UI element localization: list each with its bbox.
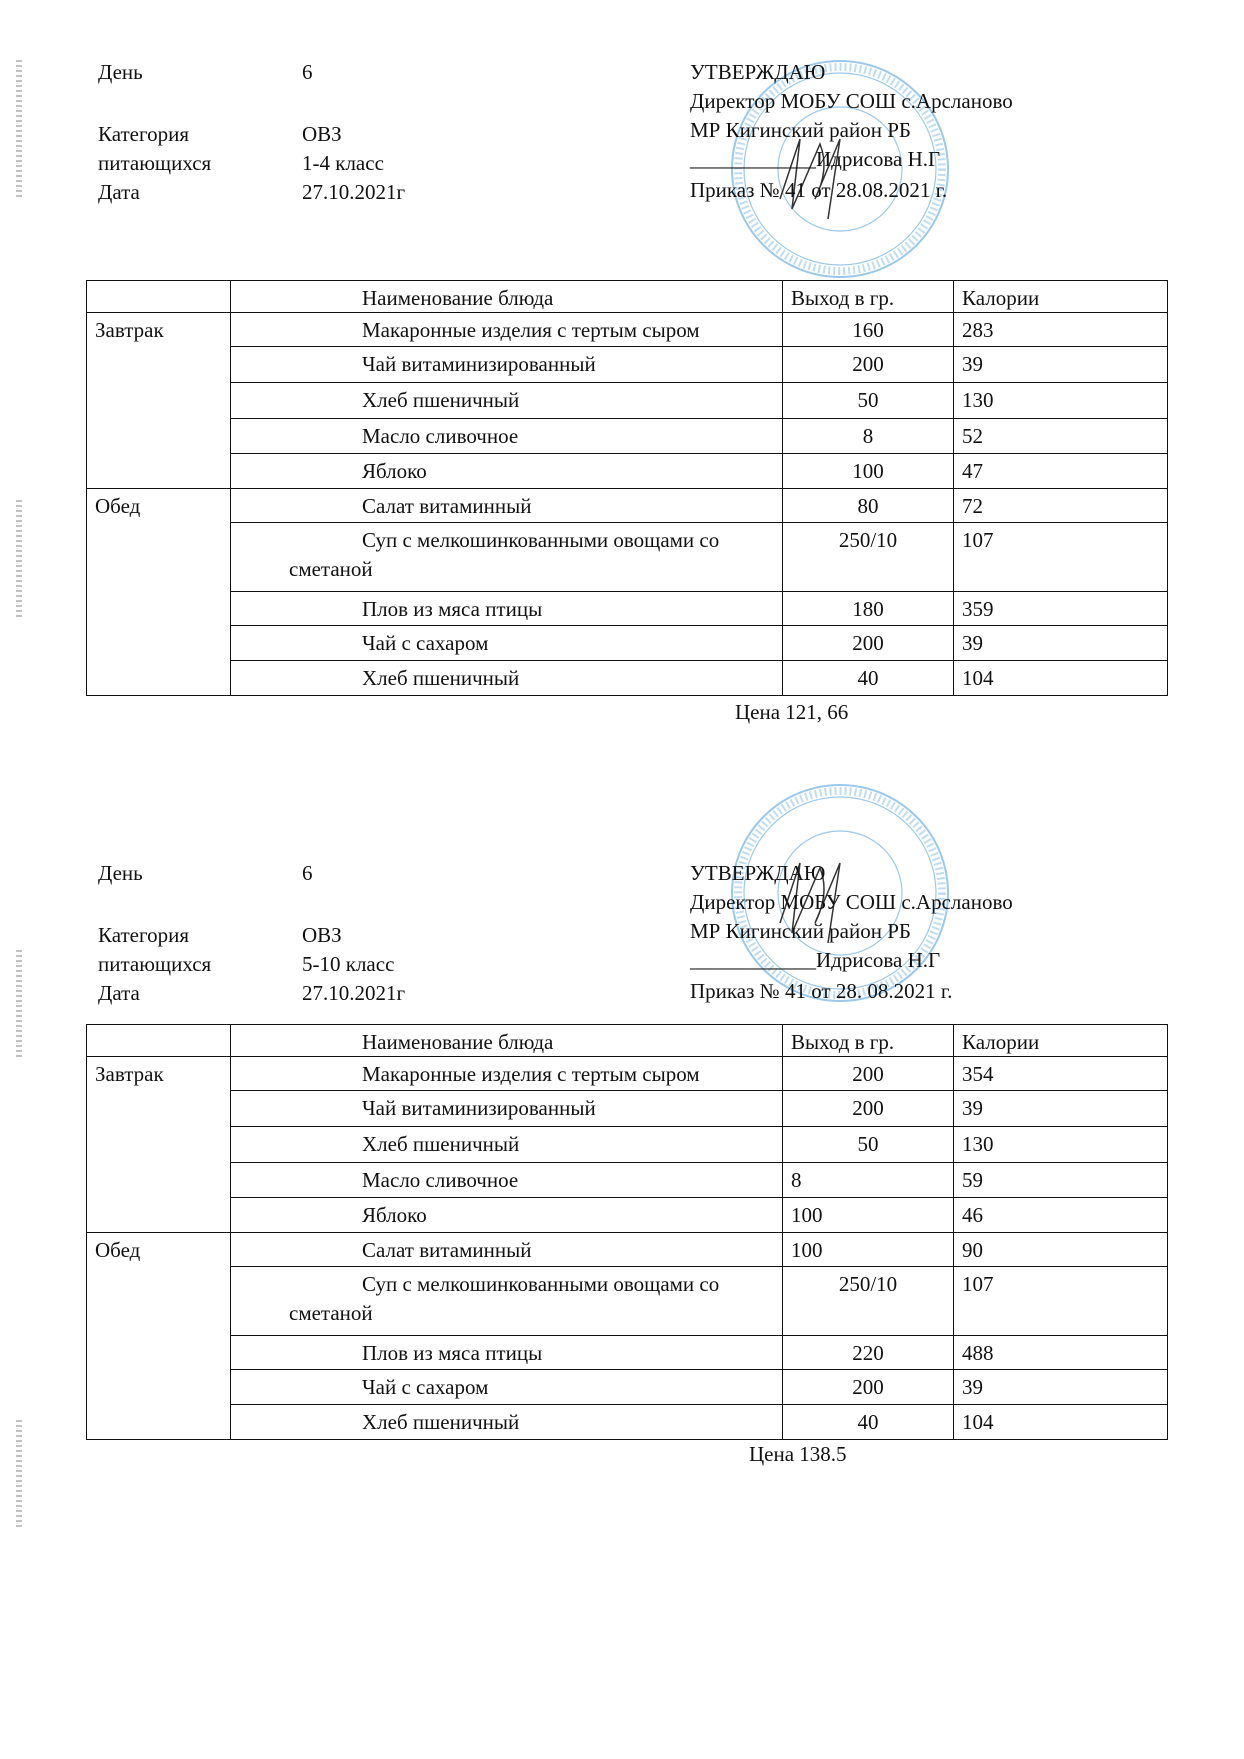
portion-grams: 220 — [783, 1336, 954, 1370]
scan-artifact — [16, 500, 22, 620]
dish-name: Яблоко — [231, 1198, 783, 1233]
portion-grams: 50 — [783, 383, 954, 419]
table-row — [87, 1370, 1168, 1405]
calories: 47 — [954, 454, 1168, 489]
calories: 90 — [954, 1233, 1168, 1267]
portion-grams: 200 — [783, 1057, 954, 1091]
column-header: Наименование блюда — [231, 1025, 783, 1057]
portion-grams: 50 — [783, 1127, 954, 1163]
calories: 39 — [954, 1091, 1168, 1127]
dish-name: Хлеб пшеничный — [231, 661, 783, 696]
table-row — [87, 383, 1168, 419]
portion-grams: 250/10 — [783, 1267, 954, 1336]
dish-name: Макаронные изделия с тертым сыром — [231, 313, 783, 347]
table-row — [87, 1405, 1168, 1440]
portion-grams: 100 — [783, 454, 954, 489]
table-row — [87, 313, 1168, 347]
portion-grams: 8 — [783, 1163, 954, 1198]
table-row — [87, 523, 1168, 592]
day-value: 6 — [302, 60, 313, 84]
approval-order: Приказ № 41 от 28. 08.2021 г. — [690, 979, 953, 1003]
table-row — [87, 592, 1168, 626]
calories: 283 — [954, 313, 1168, 347]
calories: 39 — [954, 626, 1168, 661]
calories: 359 — [954, 592, 1168, 626]
table-row — [87, 1336, 1168, 1370]
portion-grams: 100 — [783, 1198, 954, 1233]
table-row — [87, 626, 1168, 661]
table-row — [87, 1127, 1168, 1163]
calories: 130 — [954, 383, 1168, 419]
dish-name: Чай с сахаром — [231, 626, 783, 661]
dish-name: Яблоко — [231, 454, 783, 489]
table-row — [87, 661, 1168, 696]
table-header-row — [87, 1025, 1168, 1057]
column-header — [87, 281, 231, 313]
dish-name: Салат витаминный — [231, 1233, 783, 1267]
portion-grams: 80 — [783, 489, 954, 523]
table-row — [87, 1198, 1168, 1233]
table-row — [87, 1091, 1168, 1127]
menu-table — [86, 1024, 1168, 1440]
calories: 39 — [954, 1370, 1168, 1405]
column-header — [87, 1025, 231, 1057]
category-label: Категория — [98, 923, 189, 947]
category-value: ОВЗ — [302, 122, 342, 146]
dish-name: Масло сливочное — [231, 1163, 783, 1198]
table-row — [87, 1163, 1168, 1198]
portion-grams: 180 — [783, 592, 954, 626]
calories: 39 — [954, 347, 1168, 383]
calories: 46 — [954, 1198, 1168, 1233]
dish-name: Хлеб пшеничный — [231, 1127, 783, 1163]
dish-name: Масло сливочное — [231, 419, 783, 454]
dish-name: Чай витаминизированный — [231, 347, 783, 383]
category-label-2: питающихся — [98, 151, 212, 175]
column-header: Калории — [954, 1025, 1168, 1057]
calories: 72 — [954, 489, 1168, 523]
scan-artifact — [16, 60, 22, 200]
portion-grams: 200 — [783, 347, 954, 383]
table-row — [87, 1233, 1168, 1267]
dish-name: Чай с сахаром — [231, 1370, 783, 1405]
scan-artifact — [16, 1420, 22, 1530]
approval-director: Директор МОБУ СОШ с.Арсланово — [690, 890, 1013, 914]
approval-director: Директор МОБУ СОШ с.Арсланово — [690, 89, 1013, 113]
date-value: 27.10.2021г — [302, 180, 406, 204]
category-label-2: питающихся — [98, 952, 212, 976]
portion-grams: 160 — [783, 313, 954, 347]
dish-name: Суп с мелкошинкованными овощами со сметаной — [231, 1267, 783, 1336]
dish-name: Плов из мяса птицы — [231, 592, 783, 626]
approval-title: УТВЕРЖДАЮ — [690, 60, 826, 84]
column-header: Калории — [954, 281, 1168, 313]
calories: 59 — [954, 1163, 1168, 1198]
dish-name: Плов из мяса птицы — [231, 1336, 783, 1370]
column-header: Выход в гр. — [783, 281, 954, 313]
approval-signature: ____________Идрисова Н.Г — [690, 948, 941, 972]
calories: 107 — [954, 1267, 1168, 1336]
column-header: Выход в гр. — [783, 1025, 954, 1057]
portion-grams: 200 — [783, 1091, 954, 1127]
column-header: Наименование блюда — [231, 281, 783, 313]
meal-label: Обед — [87, 1233, 231, 1440]
category-label: Категория — [98, 122, 189, 146]
dish-name: Хлеб пшеничный — [231, 383, 783, 419]
dish-name: Чай витаминизированный — [231, 1091, 783, 1127]
price: Цена 138.5 — [749, 1442, 847, 1466]
date-label: Дата — [98, 981, 140, 1005]
meal-label: Завтрак — [87, 1057, 231, 1233]
calories: 488 — [954, 1336, 1168, 1370]
menu-table — [86, 280, 1168, 696]
portion-grams: 100 — [783, 1233, 954, 1267]
table-row — [87, 489, 1168, 523]
meal-label: Завтрак — [87, 313, 231, 489]
day-value: 6 — [302, 861, 313, 885]
calories: 354 — [954, 1057, 1168, 1091]
dish-name: Хлеб пшеничный — [231, 1405, 783, 1440]
portion-grams: 200 — [783, 1370, 954, 1405]
portion-grams: 40 — [783, 1405, 954, 1440]
dish-name: Макаронные изделия с тертым сыром — [231, 1057, 783, 1091]
table-header-row — [87, 281, 1168, 313]
dish-name: Салат витаминный — [231, 489, 783, 523]
approval-district: МР Кигинский район РБ — [690, 919, 911, 943]
class-value: 1-4 класс — [302, 151, 384, 175]
table-row — [87, 1057, 1168, 1091]
table-row — [87, 1267, 1168, 1336]
approval-order: Приказ № 41 от 28.08.2021 г. — [690, 178, 948, 202]
scan-artifact — [16, 950, 22, 1060]
portion-grams: 8 — [783, 419, 954, 454]
price: Цена 121, 66 — [735, 700, 849, 724]
category-value: ОВЗ — [302, 923, 342, 947]
date-value: 27.10.2021г — [302, 981, 406, 1005]
table-row — [87, 419, 1168, 454]
class-value: 5-10 класс — [302, 952, 395, 976]
meal-label: Обед — [87, 489, 231, 696]
approval-title: УТВЕРЖДАЮ — [690, 861, 826, 885]
table-row — [87, 454, 1168, 489]
table-row — [87, 347, 1168, 383]
portion-grams: 40 — [783, 661, 954, 696]
calories: 130 — [954, 1127, 1168, 1163]
calories: 104 — [954, 1405, 1168, 1440]
approval-district: МР Кигинский район РБ — [690, 118, 911, 142]
approval-signature: ____________Идрисова Н.Г — [690, 147, 941, 171]
calories: 107 — [954, 523, 1168, 592]
day-label: День — [98, 60, 143, 84]
dish-name: Суп с мелкошинкованными овощами со сметаной — [231, 523, 783, 592]
portion-grams: 250/10 — [783, 523, 954, 592]
date-label: Дата — [98, 180, 140, 204]
calories: 104 — [954, 661, 1168, 696]
portion-grams: 200 — [783, 626, 954, 661]
day-label: День — [98, 861, 143, 885]
calories: 52 — [954, 419, 1168, 454]
